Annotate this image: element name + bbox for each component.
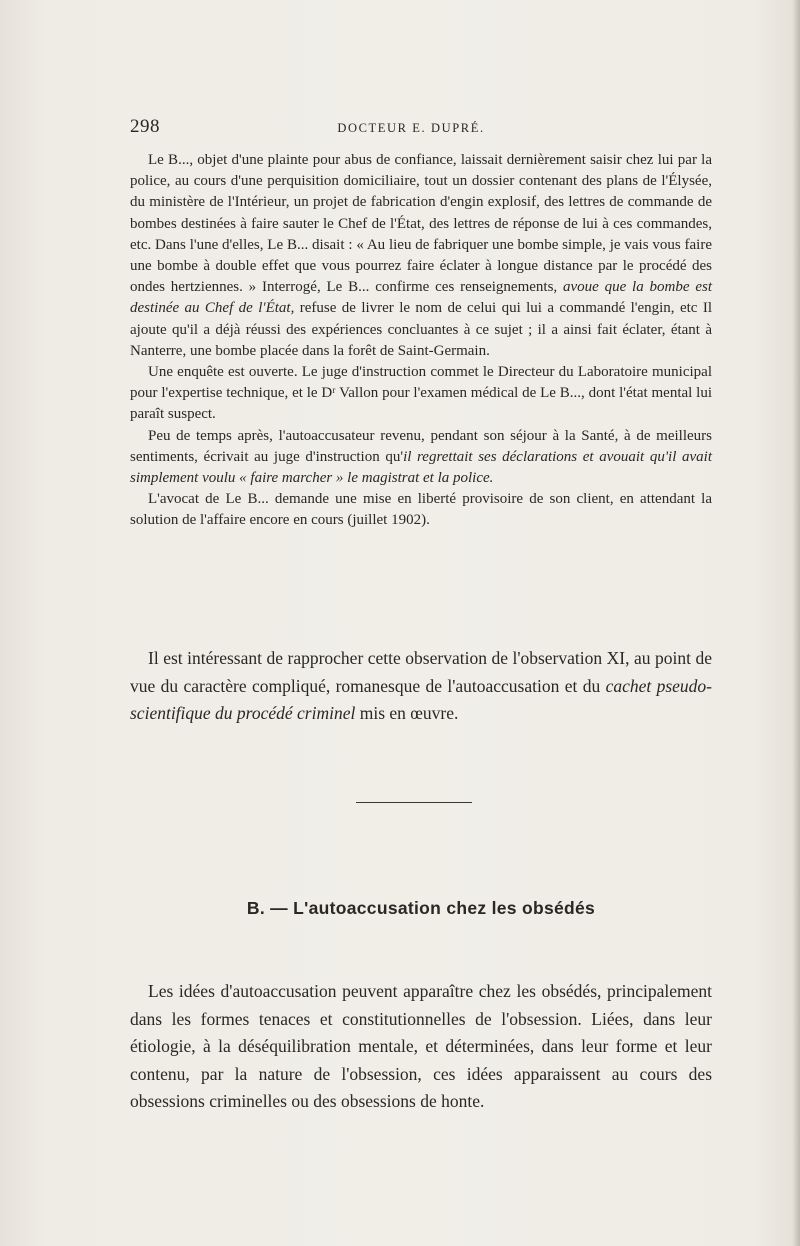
section-divider <box>356 802 472 803</box>
paragraph: Les idées d'autoaccusation peuvent apparaître chez les obsédés, principalement dans les formes tenaces et constitutionnelles de l'obsession. Liées, dans leur étiologie, à la déséquilibration mentale, et déterminées, dans leur forme et leur contenu, par la nature de l'obsession, ces idées apparaissent au cours des obsessions criminelles ou des obsessions de honte. <box>130 981 712 1111</box>
paragraph <box>130 426 712 490</box>
text-run: mis en œuvre. <box>355 703 459 723</box>
paragraph: L'avocat de Le B... demande une mise en liberté provisoire de son client, en attendant la solution de l'affaire encore en cours (juillet 1902). <box>130 491 712 529</box>
running-head: DOCTEUR E. DUPRÉ. <box>337 121 485 135</box>
text-run: Il est intéressant de rapprocher cette observation de l'observation XI, au point de vue du caractère compliqué, romanesque de l'autoaccusation et du <box>130 648 712 696</box>
section-heading: B. — L'autoaccusation chez les obsédés <box>246 898 596 918</box>
page-edge-shadow <box>792 0 800 1246</box>
page-number: 298 <box>130 116 160 137</box>
section-text <box>130 978 712 1116</box>
italic-run: cachet pseudo-scientifique du procédé criminel <box>130 675 712 723</box>
text-run: Peu de temps après, l'autoaccusateur revenu, pendant son séjour à la Santé, à de meilleurs sentiments, écrivait au juge d'instruction qu' <box>130 427 712 465</box>
text-run: refuse de livrer le nom de celui qui lui a commandé l'engin, etc Il ajoute qu'il a déjà réussi des expériences concluantes à ce sujet ; il a ainsi fait éclater, étant à Nanterre, une bombe placée dans la forêt de Saint-Germain. <box>130 300 712 359</box>
paragraph <box>130 150 712 362</box>
paragraph <box>130 645 712 728</box>
observation-text <box>130 150 712 532</box>
commentary-text <box>130 645 712 728</box>
text-run: Le B..., objet d'une plainte pour abus de confiance, laissait dernièrement saisir chez lui par la police, au cours d'une perquisition domiciliaire, tout un dossier contenant des plans de l'Élysée, du ministère de l'Intérieur, un projet de fabrication d'engin explosif, des lettres de commande de bombes destinées à faire sauter le Chef de l'État, des lettres de réponse de lui à ces commandes, etc. Dans l'une d'elles, Le B... disait : « Au lieu de fabriquer une bombe simple, je vais vous faire une bombe à double effet que vous pourrez faire éclater à longue distance par le procédé des ondes hertziennes. » Interrogé, Le B... confirme ces renseignements, <box>130 152 712 296</box>
italic-run: avoue que la bombe est destinée au Chef de l'État, <box>130 279 712 317</box>
paragraph: Une enquête est ouverte. Le juge d'instruction commet le Directeur du Laboratoire municipal pour l'expertise technique, et le Dʳ Vallon pour l'examen médical de Le B..., dont l'état mental lui paraît suspect. <box>130 364 712 423</box>
page-header <box>130 116 692 140</box>
italic-run: il regrettait ses déclarations et avouait qu'il avait simplement voulu « faire marcher » le magistrat et la police. <box>130 448 712 487</box>
